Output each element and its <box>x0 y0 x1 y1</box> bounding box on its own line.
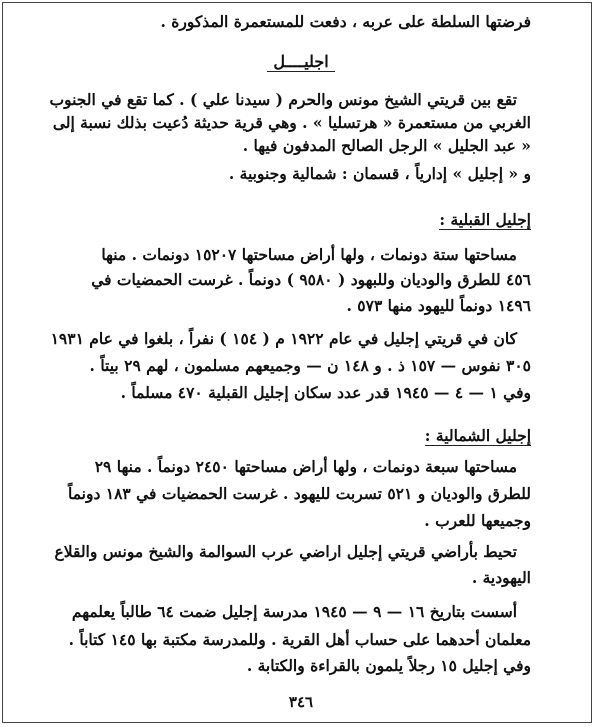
top-line: فرضتها السلطة على عربه ، دفعت للمستعمرة المذكورة . <box>160 12 531 31</box>
page-frame <box>2 2 592 723</box>
section-title <box>71 51 531 73</box>
south-p1-line-1: مساحتها ستة دونمات ، ولها أراض مساحتها ١٥٢٠٧ دونمات . منها <box>101 245 517 264</box>
south-p2-line-2: ٣٠٥ نفوس — ١٥٧ ذ . و ١٤٨ ن — وجميعهم مسلمون ، لهم ٢٩ بيتاً . <box>89 356 531 375</box>
south-heading-text: إجليل القبلية : <box>439 210 531 229</box>
north-heading <box>71 425 531 447</box>
south-p1-line-3: ١٤٩٦ دونماً لليهود منها ٥٧٣ . <box>346 296 531 315</box>
intro-line-1: تقع بين قريتي الشيخ مونس والحرم ( سيدنا علي ) . كما تقع في الجنوب <box>49 90 517 109</box>
intro-line-3: « عبد الجليل » الرجل الصالح المدفون فيها . <box>242 136 531 155</box>
south-p2-line-3: وفي ١ — ٤ — ١٩٤٥ قدر عدد سكان إجليل القبلية ٤٧٠ مسلماً . <box>120 383 531 402</box>
document-page <box>49 3 531 722</box>
north-p1-line-2: للطرق والوديان و ٥٢١ تسربت لليهود . غرست الحمضيات في ١٨٣ دونماً <box>67 484 531 503</box>
north-p1-line-1: مساحتها سبعة دونمات ، ولها أراض مساحتها ٢٤٥٠ دونماً . منها ٢٩ <box>94 457 517 476</box>
north-p3-line-2: معلمان أحدهما على حساب أهل القرية . وللمدرسة مكتبة بها ١٤٥ كتاباً . <box>68 630 531 649</box>
north-p2-line-2: اليهودية . <box>471 568 531 587</box>
south-p1-line-2: ٤٥٦ للطرق والوديان وللبهود ( ٩٥٨٠ ) دونماً . غرست الحمضيات في <box>91 270 531 289</box>
north-p3-line-3: وفي إجليل ١٥ رجلاً يلمون بالقراءة والكتابة . <box>246 656 531 675</box>
south-p2-line-1: كان في قريتي إجليل في عام ١٩٢٢ م ( ١٥٤ ) نفراً ، بلغوا في عام ١٩٣١ <box>50 329 517 348</box>
section-title-text: اجليــــل <box>267 52 334 72</box>
north-p1-line-3: وجميعها للعرب . <box>424 511 531 530</box>
north-heading-text: إجليل الشمالية : <box>424 426 531 445</box>
page-number: ٣٤٦ <box>288 693 314 711</box>
north-p3-line-1: أسست بتاريخ ١٦ — ٩ — ١٩٤٥ مدرسة إجليل ضمت ٦٤ طالباً يعلمهم <box>71 602 517 621</box>
intro-line-4: و « إجليل » إدارياً ، قسمان : شمالية وجنوبية . <box>228 164 531 183</box>
south-heading <box>71 209 531 231</box>
intro-line-2: الغربي من مستعمرة « هرتسليا » . وهي قرية حديثة دُعيت بذلك نسبة إلى <box>52 113 531 132</box>
north-p2-line-1: تحيط بأراضي قريتي إجليل اراضي عرب السوالمة والشيخ مونس والقلاع <box>54 542 517 561</box>
